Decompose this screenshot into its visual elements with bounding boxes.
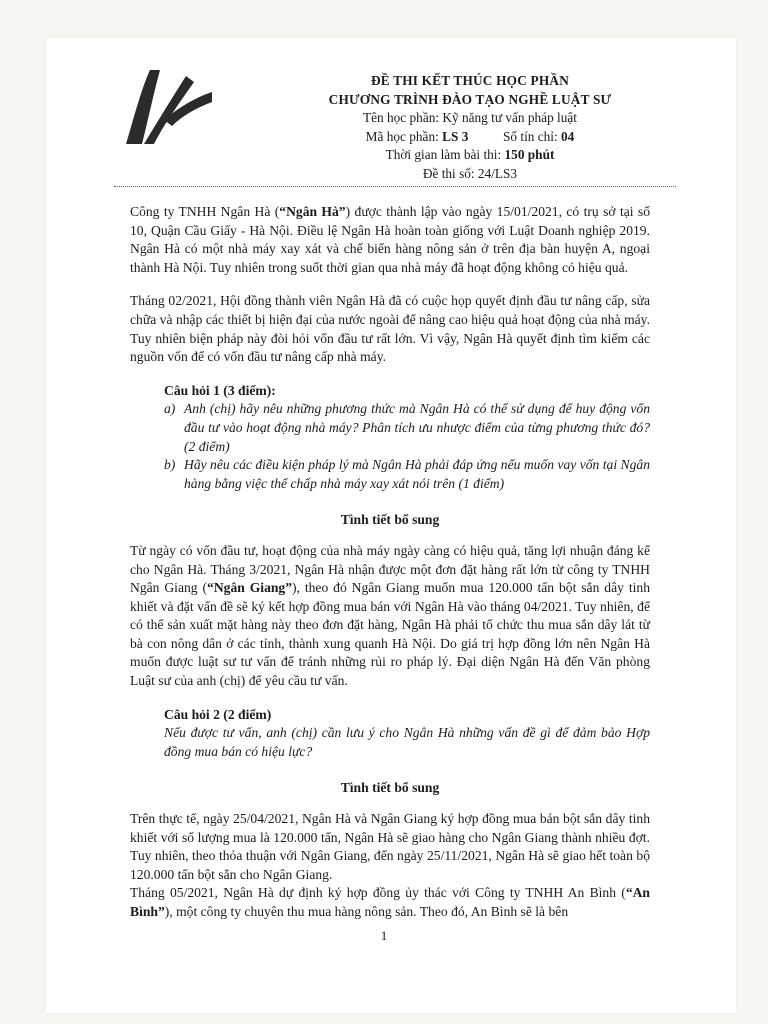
intro-paragraph-1 <box>130 203 650 277</box>
question-1b-label: b) <box>164 457 176 473</box>
question-1b-text: Hãy nêu các điều kiện pháp lý mà Ngân Hà phải đáp ứng nếu muốn vay vốn tại Ngân hàng bằng việc thế chấp nhà máy xay xát nói trên (1 điểm) <box>184 457 650 491</box>
exam-header <box>260 72 680 183</box>
program-title: CHƯƠNG TRÌNH ĐÀO TẠO NGHỀ LUẬT SƯ <box>328 91 612 107</box>
duration-label: Thời gian làm bài thi: <box>385 147 502 162</box>
section-1-p-bold: “Ngân Giang” <box>207 580 293 596</box>
page-number: 1 <box>380 928 388 943</box>
intro-p1-prefix: Công ty TNHH Ngân Hà ( <box>130 204 280 219</box>
section-2-title: Tình tiết bổ sung <box>340 780 440 796</box>
credits-value: 04 <box>561 128 575 144</box>
course-name: Tên học phần: Kỹ năng tư vấn pháp luật <box>363 110 577 125</box>
question-2-title: Câu hỏi 2 (2 điểm) <box>164 706 272 722</box>
credits-label: Số tín chỉ: <box>503 128 558 144</box>
question-1-title: Câu hỏi 1 (3 điểm): <box>164 382 276 398</box>
question-1b <box>164 456 650 493</box>
exam-title: ĐỀ THI KẾT THÚC HỌC PHẦN <box>370 73 569 88</box>
question-1a-text: Anh (chị) hãy nêu những phương thức mà Ngân Hà có thể sử dụng để huy động vốn đầu tư vào hoạt động nhà máy? Phân tích ưu nhược điểm của từng phương thức đó?(2 điểm) <box>184 401 650 454</box>
duration-value: 150 phút <box>504 147 555 162</box>
section-1-title: Tình tiết bổ sung <box>340 512 440 528</box>
question-2-text: Nếu được tư vấn, anh (chị) cần lưu ý cho Ngân Hà những vấn đề gì để đảm bảo Hợp đồng mua bán có hiệu lực? <box>164 725 650 759</box>
intro-p1-bold: “Ngân Hà” <box>279 204 346 219</box>
question-1a-label: a) <box>164 401 176 417</box>
duration-line <box>260 146 680 165</box>
course-code-line <box>260 128 680 147</box>
course-code-label: Mã học phần: <box>365 128 439 144</box>
school-logo <box>124 62 214 152</box>
exam-number: Đề thi số: 24/LS3 <box>422 165 518 181</box>
exam-body <box>130 203 650 922</box>
section-2-paragraph-2 <box>130 884 650 921</box>
intro-paragraph-2: Tháng 02/2021, Hội đồng thành viên Ngân Hà đã có cuộc họp quyết định đầu tư nâng cấp, sửa chữa và nhập các thiết bị hiện đại của nước ngoài để nâng cao hiệu quả hoạt động của nhà máy. Tuy nhiên biện pháp này đòi hỏi vốn đầu tư rất lớn. Vì vậy, Ngân Hà quyết định tìm kiếm các nguồn vốn để có vốn đầu tư nâng cấp nhà máy. <box>130 293 650 365</box>
course-code-value: LS 3 <box>442 128 469 144</box>
section-2-p2-prefix: Tháng 05/2021, Ngân Hà dự định ký hợp đồng ủy thác với Công ty TNHH An Bình ( <box>130 885 626 901</box>
section-1-paragraph <box>130 542 650 691</box>
section-1-p-prefix: Từ ngày có vốn đầu tư, hoạt động của nhà máy ngày càng có hiệu quả, tăng lợi nhuận đáng kể cho Ngân Hà. Tháng 3/2021, Ngân Hà nhận được một đơn đặt hàng rất lớn từ công ty TNHH Ngân Giang ( <box>130 542 650 596</box>
section-2-paragraph-1: Trên thực tế, ngày 25/04/2021, Ngân Hà và Ngân Giang ký hợp đồng mua bán bột sắn dây tinh khiết với số lượng mua là 120.000 tấn, Ngân Hà sẽ giao hàng cho Ngân Giang thành nhiều đợt. Tuy nhiên, theo thỏa thuận với Ngân Giang, đến ngày 25/11/2021, Ngân Hà sẽ giao hết toàn bộ 120.000 tấn bột sắn cho Ngân Giang. <box>130 811 650 882</box>
header-divider <box>114 186 676 187</box>
section-2-p2-bold: “An Bình” <box>130 885 650 919</box>
intro-p1-rest: ) được thành lập vào ngày 15/01/2021, có trụ sở tại số 10, Quận Cầu Giấy - Hà Nội. Điều lệ Ngân Hà hoàn toàn giống với Luật Doanh nghiệp 2019. Ngân Hà có một nhà máy xay xát và chế biến hàng nông sản ở trên địa bàn huyện A, ngoại thành Hà Nội. Tuy nhiên trong suốt thời gian qua nhà máy đã hoạt động không có hiệu quả. <box>130 204 650 275</box>
section-2-p2-rest: ), một công ty chuyên thu mua hàng nông sản. Theo đó, An Bình sẽ là bên <box>164 904 569 919</box>
section-1-p-rest: ), theo đó Ngân Giang muốn mua 120.000 tấn bột sắn dây tinh khiết và đặt vấn đề sẽ ký kết hợp đồng mua bán với Ngân Hà vào tháng 04/2021. Tuy nhiên, để có thể sản xuất mặt hàng này theo đơn đặt hàng, Ngân Hà phải tổ chức thu mua sắn dây lát từ bà con nông dân ở các tỉnh, thành xung quanh Hà Nội. Do giá trị hợp đồng lớn nên Ngân Hà muốn được luật sư tư vấn để tránh những rủi ro pháp lý. Đại diện Ngân Hà đến Văn phòng Luật sư của anh (chị) để yêu cầu tư vấn. <box>130 580 650 689</box>
question-1a <box>164 400 650 456</box>
